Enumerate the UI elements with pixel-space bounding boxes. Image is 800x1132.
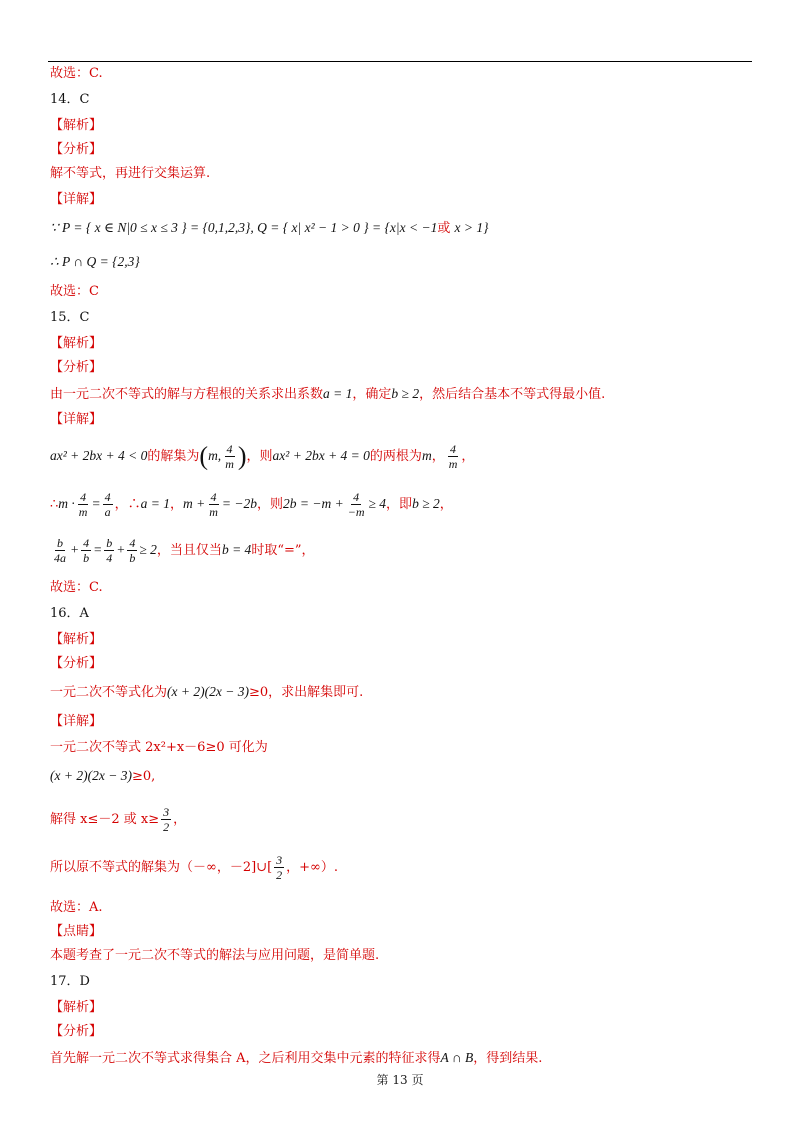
numerator: 3 xyxy=(276,853,283,867)
formula: (x + 2)(2x − 3) xyxy=(167,684,249,699)
section-heading: 【分析】 xyxy=(50,656,103,671)
formula: b ≥ 2 xyxy=(391,386,420,401)
answer-line: 故选：C xyxy=(50,284,99,299)
section-heading: 【点睛】 xyxy=(50,924,103,939)
math-line xyxy=(50,254,140,271)
text: 由一元二次不等式的解与方程根的关系求出系数 xyxy=(50,387,324,402)
answer-line: 故选：C. xyxy=(50,580,103,595)
denominator: −m xyxy=(347,505,365,519)
header-rule xyxy=(48,61,752,62)
fraction xyxy=(161,805,171,834)
numerator: 4 xyxy=(83,536,90,550)
formula: m, xyxy=(208,448,222,463)
formula: ≥ 2 xyxy=(139,542,157,557)
denominator: m xyxy=(225,457,234,471)
formula: m xyxy=(421,448,432,463)
text-line xyxy=(50,684,363,701)
fraction xyxy=(223,442,236,471)
paren: ( xyxy=(199,441,209,471)
text: ，然后结合基本不等式得最小值. xyxy=(419,387,606,402)
formula: ∵ P = { x ∈ N|0 ≤ x ≤ 3 } = {0,1,2,3}, Q = { x| x² − 1 > 0 } = {x|x < −1 xyxy=(50,220,438,235)
numerator: b xyxy=(106,536,113,550)
text: ，+∞）. xyxy=(286,860,338,875)
fraction xyxy=(77,490,90,519)
formula: ax² + 2bx + 4 = 0 xyxy=(272,448,370,463)
denominator: 2 xyxy=(276,868,283,882)
text: ，确定 xyxy=(352,387,392,402)
denominator: 4a xyxy=(54,551,66,565)
section-heading: 【解析】 xyxy=(50,632,103,647)
question-number: 15．C xyxy=(50,310,90,325)
text: ， xyxy=(431,449,445,464)
text-line: 本题考查了一元二次不等式的解法与应用问题，是简单题. xyxy=(50,948,380,963)
numerator: 4 xyxy=(450,442,457,456)
text: ， xyxy=(169,497,183,512)
text-line xyxy=(50,1050,542,1067)
text: 首先解一元二次不等式求得集合 A，之后利用交集中元素的特征求得 xyxy=(50,1051,441,1066)
math-line xyxy=(50,768,155,785)
formula: + xyxy=(116,542,126,557)
formula: m + xyxy=(182,496,206,511)
fraction xyxy=(104,536,114,565)
fraction xyxy=(274,853,284,882)
math-line xyxy=(50,852,338,884)
section-heading: 【分析】 xyxy=(50,360,103,375)
formula: b = 4 xyxy=(221,542,252,557)
numerator: 4 xyxy=(210,490,217,504)
text-line xyxy=(50,386,605,403)
math-line xyxy=(50,804,186,836)
fraction xyxy=(207,490,220,519)
text: ，则 xyxy=(257,497,284,512)
denominator: m xyxy=(209,505,218,519)
denominator: 4 xyxy=(106,551,113,565)
math-line xyxy=(50,488,453,521)
formula: ax² + 2bx + 4 < 0 xyxy=(50,448,148,463)
text: 的解集为 xyxy=(147,449,200,464)
formula: x > 1} xyxy=(454,220,489,235)
section-heading: 【详解】 xyxy=(50,412,103,427)
text: 或 xyxy=(437,221,451,236)
math-line xyxy=(50,440,474,473)
formula: = −2b xyxy=(221,496,257,511)
denominator: m xyxy=(78,505,88,519)
text-line: 解不等式，再进行交集运算. xyxy=(50,166,211,181)
text: 时取“=”， xyxy=(251,543,315,558)
formula: a = 1 xyxy=(140,496,170,511)
answer-line: 故选：A. xyxy=(50,900,103,915)
formula: = xyxy=(91,496,101,511)
text: ， xyxy=(461,449,475,464)
formula: a = 1 xyxy=(323,386,353,401)
section-heading: 【分析】 xyxy=(50,142,103,157)
text: ，得到结果. xyxy=(473,1051,543,1066)
text: ，即 xyxy=(386,497,413,512)
fraction xyxy=(81,536,91,565)
text-line: 一元二次不等式 2x²+x－6≥0 可化为 xyxy=(50,740,268,755)
text: ∴ xyxy=(50,497,59,512)
text: ≥0，求出解集即可. xyxy=(248,685,364,700)
paren: ) xyxy=(237,441,247,471)
text: 解得 x≤－2 或 x≥ xyxy=(50,812,160,827)
text: ， xyxy=(439,497,453,512)
section-heading: 【详解】 xyxy=(50,714,103,729)
formula: ∴ P ∩ Q = {2,3} xyxy=(50,254,140,269)
formula: 2b = −m + xyxy=(283,496,344,511)
math-line xyxy=(50,534,315,567)
numerator: 4 xyxy=(353,490,360,504)
numerator: 4 xyxy=(104,490,111,504)
fraction xyxy=(127,536,137,565)
fraction xyxy=(103,490,113,519)
numerator: 4 xyxy=(80,490,87,504)
text: ，则 xyxy=(246,449,273,464)
page-number: 第 13 页 xyxy=(376,1073,424,1087)
denominator: a xyxy=(104,505,111,519)
formula: b ≥ 2 xyxy=(412,496,440,511)
text: 的两根为 xyxy=(369,449,422,464)
formula: (x + 2)(2x − 3) xyxy=(50,768,132,783)
numerator: b xyxy=(57,536,63,550)
fraction xyxy=(52,536,68,565)
denominator: b xyxy=(83,551,90,565)
text: 所以原不等式的解集为（－∞，－2]∪[ xyxy=(50,860,273,875)
denominator: m xyxy=(448,457,458,471)
formula: A ∩ B xyxy=(440,1050,474,1065)
fraction xyxy=(447,442,460,471)
numerator: 4 xyxy=(226,442,233,456)
text: ， xyxy=(173,812,187,827)
formula: = xyxy=(93,542,103,557)
section-heading: 【解析】 xyxy=(50,118,103,133)
denominator: b xyxy=(129,551,136,565)
section-heading: 【详解】 xyxy=(50,192,103,207)
text: ，∴ xyxy=(114,497,141,512)
text: ，当且仅当 xyxy=(156,543,222,558)
section-heading: 【分析】 xyxy=(50,1024,103,1039)
question-number: 16．A xyxy=(50,606,89,621)
fraction xyxy=(346,490,367,519)
question-number: 17．D xyxy=(50,974,90,989)
section-heading: 【解析】 xyxy=(50,336,103,351)
formula: + xyxy=(70,542,80,557)
math-line xyxy=(50,220,489,237)
denominator: 2 xyxy=(163,820,170,834)
answer-line: 故选：C. xyxy=(50,66,103,81)
formula: m · xyxy=(58,496,75,511)
question-number: 14．C xyxy=(50,92,90,107)
text: 一元二次不等式化为 xyxy=(50,685,168,700)
formula: ≥ 4 xyxy=(368,496,387,511)
numerator: 3 xyxy=(163,805,170,819)
section-heading: 【解析】 xyxy=(50,1000,103,1015)
numerator: 4 xyxy=(129,536,136,550)
text: ≥0, xyxy=(131,769,156,784)
